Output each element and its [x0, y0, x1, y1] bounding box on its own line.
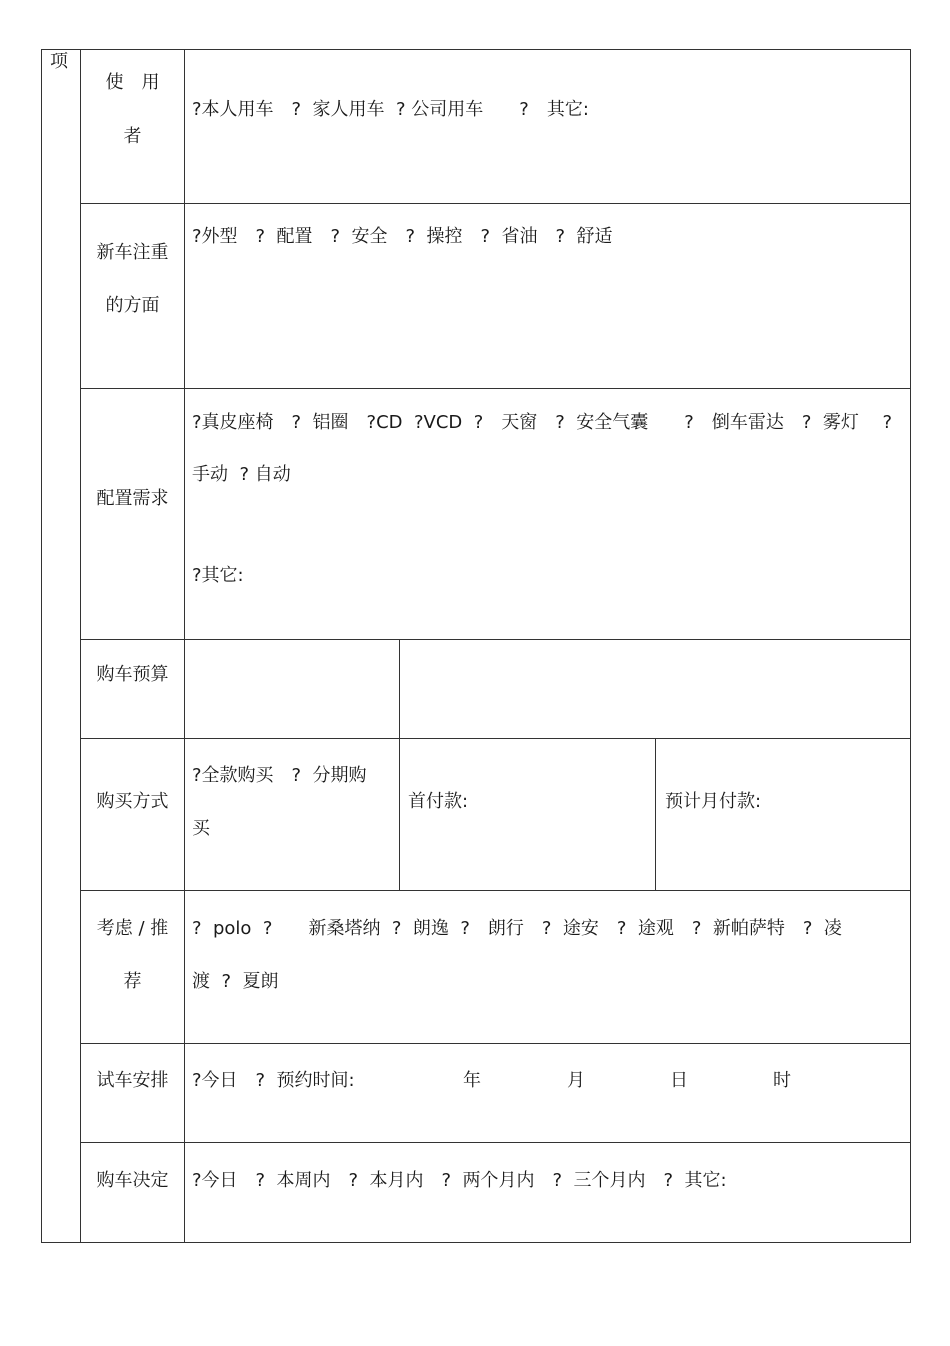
recommend-label-line2: 荐	[123, 971, 142, 992]
payment-label: 购买方式	[96, 791, 169, 812]
test-drive-hour: 时	[773, 1070, 791, 1091]
payment-options-line1[interactable]: ?全款购买 ? 分期购	[192, 765, 367, 786]
down-payment-field[interactable]: 首付款:	[408, 791, 469, 812]
config-label: 配置需求	[96, 488, 169, 509]
recommend-options-line2[interactable]: 渡 ? 夏朗	[192, 971, 279, 992]
decision-options[interactable]: ?今日 ? 本周内 ? 本月内 ? 两个月内 ? 三个月内 ? 其它:	[192, 1170, 727, 1191]
label-column-divider	[184, 49, 185, 1243]
user-label-line1: 使 用	[105, 72, 160, 93]
row-divider	[80, 639, 911, 640]
test-drive-options[interactable]: ?今日 ? 预约时间:	[192, 1070, 355, 1091]
decision-label: 购车决定	[96, 1170, 169, 1191]
user-label-line2: 者	[123, 126, 142, 147]
row-divider	[80, 738, 911, 739]
row-divider	[80, 890, 911, 891]
table-border-left	[41, 49, 42, 1243]
row-divider	[80, 203, 911, 204]
focus-label-line2: 的方面	[105, 295, 160, 316]
test-drive-label: 试车安排	[96, 1070, 169, 1091]
test-drive-month: 月	[567, 1070, 585, 1091]
payment-options-line2[interactable]: 买	[192, 818, 210, 839]
config-other[interactable]: ?其它:	[192, 565, 244, 586]
row-divider	[80, 1142, 911, 1143]
test-drive-day: 日	[670, 1070, 688, 1091]
user-options[interactable]: ?本人用车 ? 家人用车 ? 公司用车 ? 其它:	[192, 99, 589, 120]
config-options-line1[interactable]: ?真皮座椅 ? 铝圈 ?CD ?VCD ? 天窗 ? 安全气囊 ? 倒车雷达 ? 雾灯 ?	[192, 412, 893, 433]
monthly-payment-field[interactable]: 预计月付款:	[665, 791, 762, 812]
recommend-label-line1: 考虑 / 推	[96, 918, 169, 939]
payment-cell-divider	[655, 738, 656, 891]
customer-needs-form	[41, 49, 911, 1243]
row-divider	[80, 1043, 911, 1044]
row-divider	[80, 388, 911, 389]
section-label: 项	[50, 51, 68, 72]
config-options-line2[interactable]: 手动 ? 自动	[192, 464, 291, 485]
budget-cell-divider	[399, 639, 400, 891]
section-column-divider	[80, 49, 81, 1243]
test-drive-year: 年	[463, 1070, 481, 1091]
table-border-bottom	[41, 1242, 911, 1243]
focus-label-line1: 新车注重	[96, 242, 169, 263]
table-border-top	[41, 49, 911, 50]
budget-label: 购车预算	[96, 664, 169, 685]
focus-options[interactable]: ?外型 ? 配置 ? 安全 ? 操控 ? 省油 ? 舒适	[192, 226, 613, 247]
recommend-options-line1[interactable]: ? polo ? 新桑塔纳 ? 朗逸 ? 朗行 ? 途安 ? 途观 ? 新帕萨特 ? 凌	[192, 918, 842, 939]
table-border-right	[910, 49, 911, 1243]
